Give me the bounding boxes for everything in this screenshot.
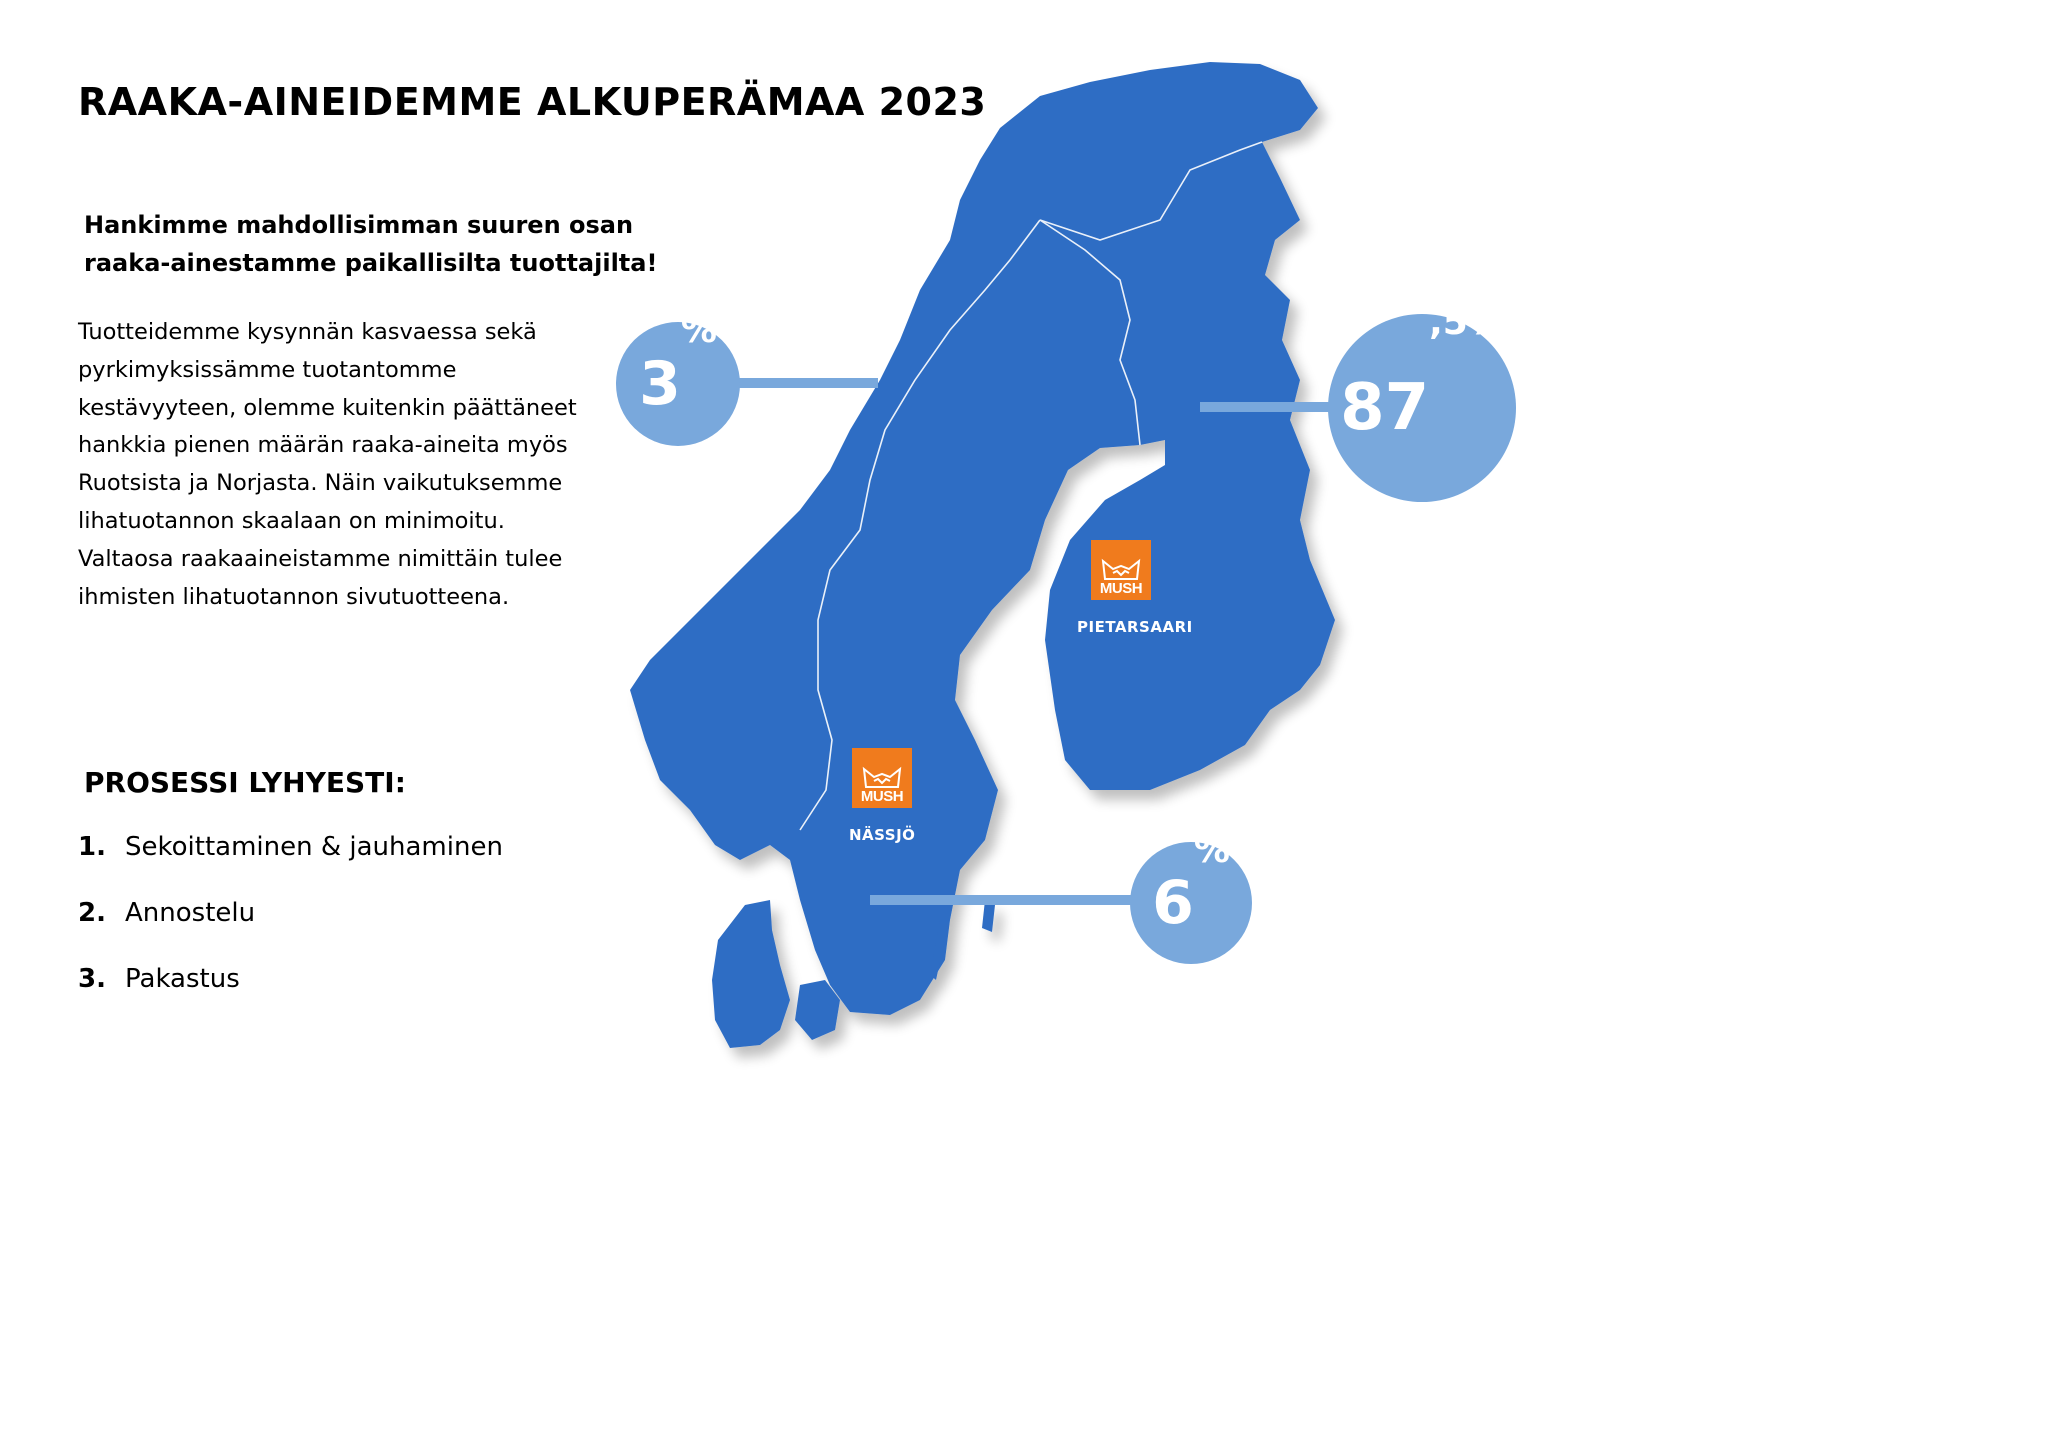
sweden-share-circle [1130, 830, 1252, 964]
site-label-nassjo: NÄSSJÖ [849, 826, 916, 844]
process-heading: PROSESSI LYHYESTI: [84, 766, 406, 799]
share-value: 87 [1340, 371, 1430, 445]
finland-share-circle [1328, 302, 1516, 502]
logo-wordmark: MUSH [1099, 580, 1143, 597]
page-title: RAAKA-AINEIDEMME ALKUPERÄMAA 2023 [78, 80, 987, 124]
share-unit: ,5% [1429, 302, 1504, 343]
body-text: Tuotteidemme kysynnän kasvaessa sekä pyrkimyksissämme tuotantomme kestävyyteen, olemme kuitenkin päättäneet hankkia pienen määrän raaka-aineita myös Ruotsista ja Norjasta. Näin vaikutuksemme lihatuotannon skaalaan on minimoitu. Valtaosa raakaaineistamme nimittäin tulee ihmisten lihatuotannon sivutuotteena. [78, 319, 577, 610]
norway-share-circle [616, 310, 740, 446]
mush-logo [1091, 540, 1151, 600]
step-label: Pakastus [125, 964, 240, 994]
step-number: 2. [78, 898, 106, 928]
process-step [78, 964, 503, 1030]
husky-icon [860, 765, 904, 789]
share-value: 3 [639, 349, 681, 419]
mush-logo [852, 748, 912, 808]
denmark-jutland [712, 900, 790, 1048]
share-value: 6 [1152, 868, 1194, 938]
share-unit: % [680, 310, 717, 351]
norway-share-connector [738, 378, 878, 388]
step-label: Annostelu [125, 898, 256, 928]
logo-wordmark: MUSH [860, 788, 904, 805]
sweden-share-connector [870, 895, 1140, 905]
share-unit: % [1193, 830, 1230, 871]
process-steps [78, 832, 503, 1030]
process-step [78, 898, 503, 964]
finland-share-connector [1200, 402, 1340, 412]
husky-icon [1099, 557, 1143, 581]
step-number: 1. [78, 832, 106, 862]
lead-text: Hankimme mahdollisimman suuren osan raaka-ainestamme paikallisilta tuottajilta! [84, 211, 658, 277]
site-label-pietarsaari: PIETARSAARI [1077, 618, 1193, 636]
step-label: Sekoittaminen & jauhaminen [125, 832, 503, 862]
step-number: 3. [78, 964, 106, 994]
process-step [78, 832, 503, 898]
